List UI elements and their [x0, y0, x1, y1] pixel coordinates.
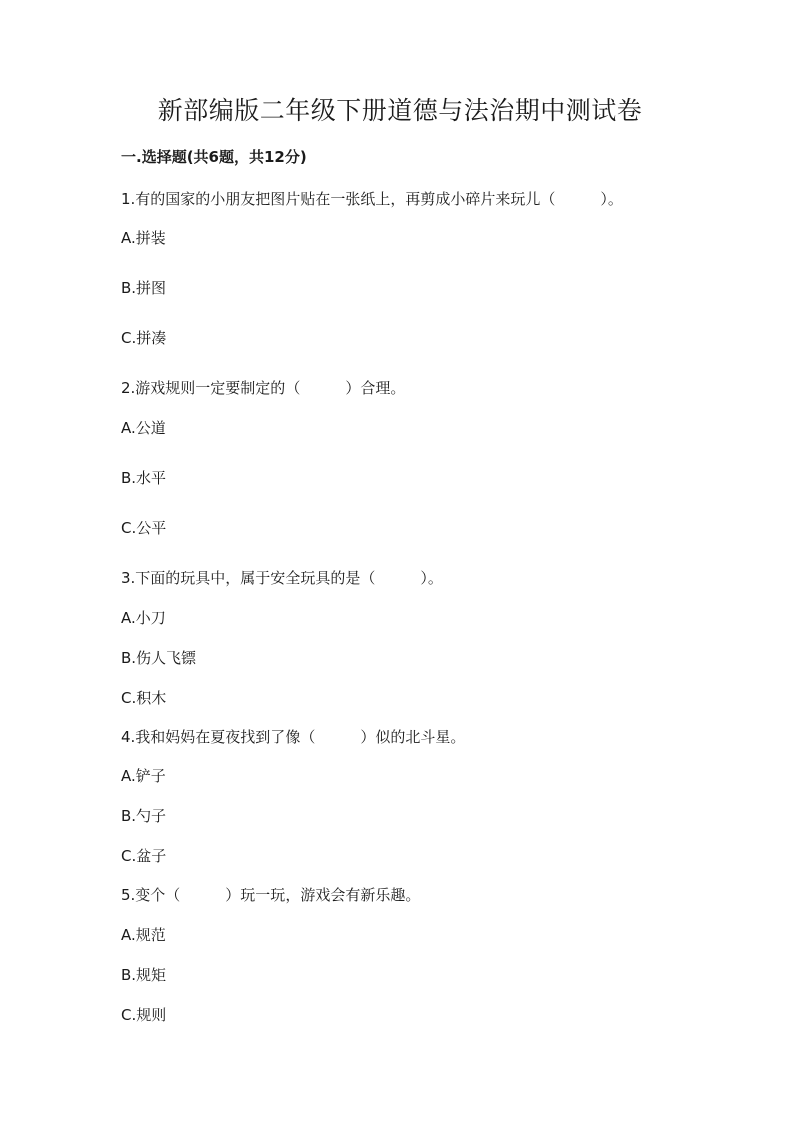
question-5-option-b: B.规矩	[121, 966, 167, 984]
question-4-option-b: B.勺子	[121, 807, 167, 825]
question-3-option-c: C.积木	[121, 689, 167, 707]
question-2: 2.游戏规则一定要制定的（ ）合理。	[121, 379, 406, 397]
question-5-option-a: A.规范	[121, 926, 166, 944]
question-4-option-a: A.铲子	[121, 767, 166, 785]
question-3-option-a: A.小刀	[121, 609, 166, 627]
question-5-option-c: C.规则	[121, 1006, 167, 1024]
question-3: 3.下面的玩具中，属于安全玩具的是（ ）。	[121, 569, 443, 587]
page-title: 新部编版二年级下册道德与法治期中测试卷	[157, 96, 643, 125]
question-5: 5.变个（ ）玩一玩，游戏会有新乐趣。	[121, 886, 421, 904]
question-1: 1.有的国家的小朋友把图片贴在一张纸上，再剪成小碎片来玩儿（ ）。	[121, 190, 623, 208]
question-1-option-c: C.拼凑	[121, 329, 167, 347]
question-1-option-b: B.拼图	[121, 279, 167, 297]
question-4-option-c: C.盆子	[121, 847, 167, 865]
question-2-option-c: C.公平	[121, 519, 167, 537]
question-1-option-a: A.拼装	[121, 229, 166, 247]
question-4: 4.我和妈妈在夏夜找到了像（ ）似的北斗星。	[121, 728, 466, 746]
question-2-option-b: B.水平	[121, 469, 167, 487]
question-2-option-a: A.公道	[121, 419, 166, 437]
question-3-option-b: B.伤人飞镖	[121, 649, 197, 667]
section-heading: 一.选择题(共6题，共12分)	[121, 148, 307, 166]
